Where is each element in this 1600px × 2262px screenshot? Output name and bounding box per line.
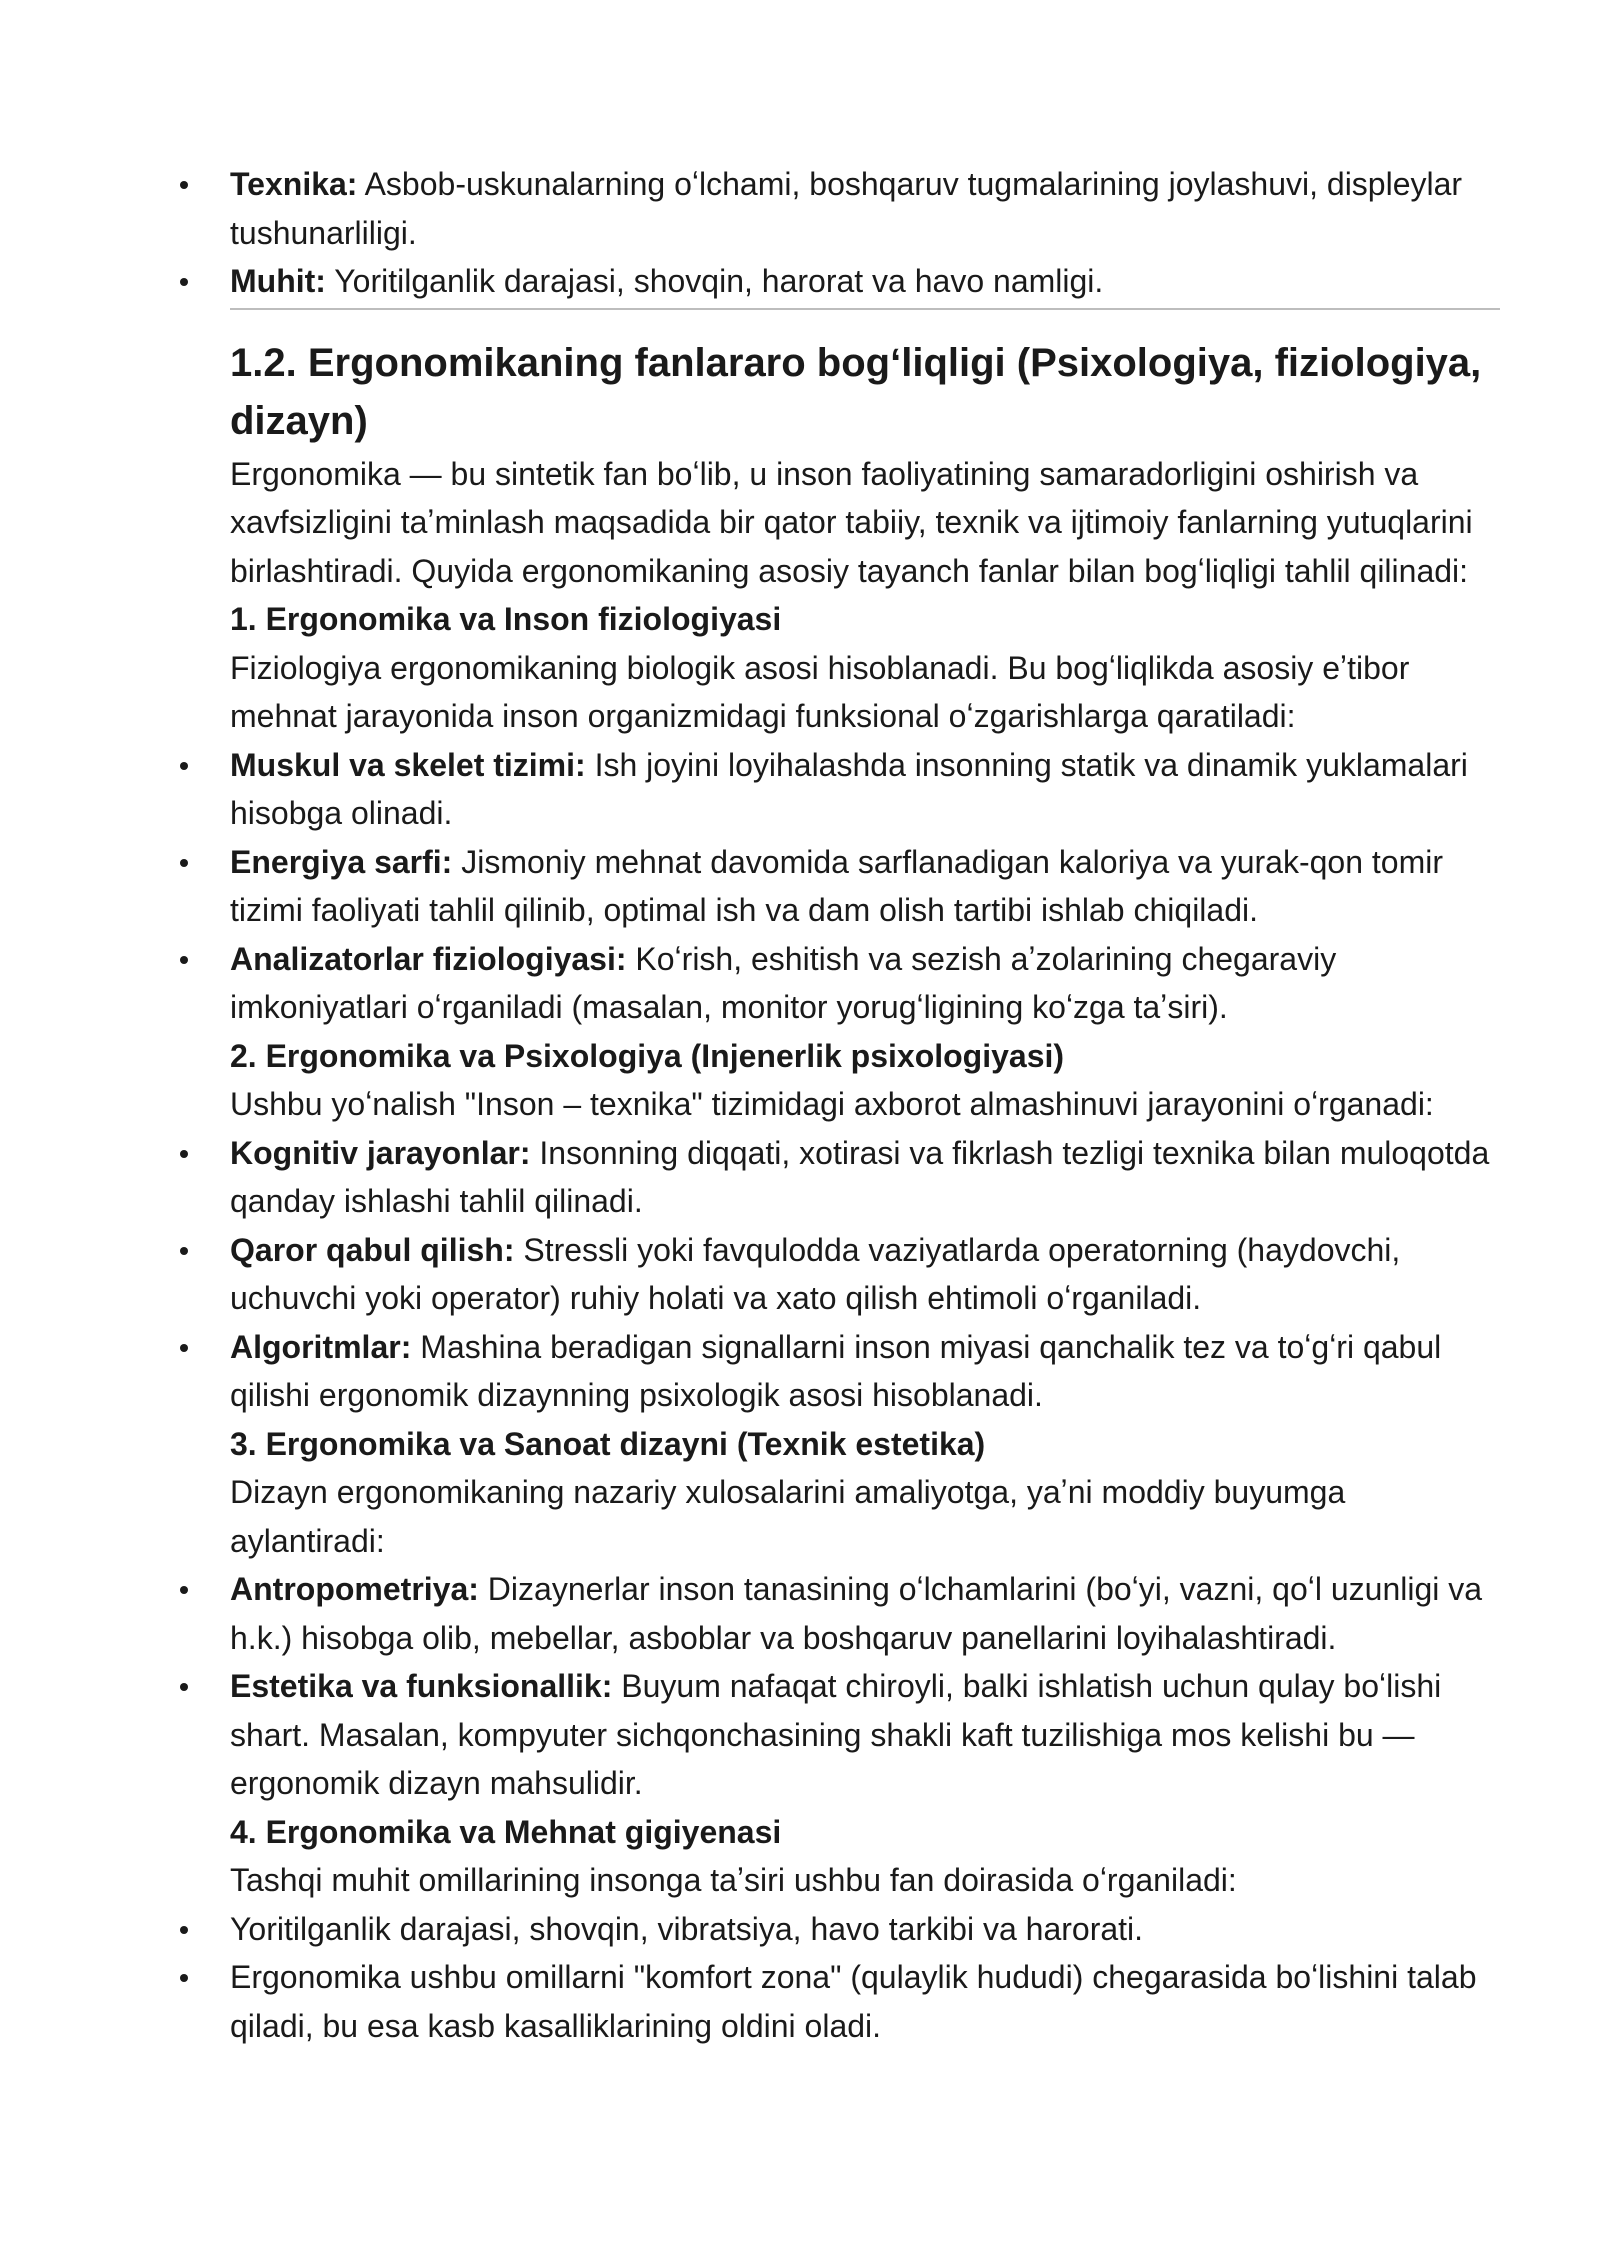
bullet-label: Analizatorlar fiziologiyasi: bbox=[230, 940, 627, 977]
subsection-intro: Tashqi muhit omillarining insonga taʼsiri ushbu fan doirasida oʻrganiladi: bbox=[230, 1862, 1237, 1898]
section-heading: 1.2. Ergonomikaning fanlararo bogʻliqligi (Psixologiya, fiziologiya, dizayn) bbox=[230, 340, 1482, 443]
bullet-label: Estetika va funksionallik: bbox=[230, 1668, 613, 1704]
bullet-item bbox=[230, 1226, 1500, 1323]
bullet-item bbox=[230, 257, 1500, 306]
bullet-label: Qaror qabul qilish: bbox=[230, 1231, 515, 1268]
subsection-intro: Ushbu yoʻnalish "Inson – texnika" tizimidagi axborot almashinuvi jarayonini oʻrganadi: bbox=[230, 1086, 1434, 1122]
bullet-item bbox=[230, 1565, 1500, 1662]
subsection-intro: Fiziologiya ergonomikaning biologik asosi hisoblanadi. Bu bogʻliqlikda asosiy eʼtibor mehnat jarayonida inson organizmidagi funksional oʻzgarishlarga qaratiladi: bbox=[230, 649, 1410, 734]
bullet-label: Texnika: bbox=[230, 166, 358, 202]
bullet-label: Muskul va skelet tizimi: bbox=[230, 746, 586, 783]
horizontal-divider bbox=[230, 308, 1500, 310]
bullet-item bbox=[230, 1662, 1500, 1808]
subsection-title: 1. Ergonomika va Inson fiziologiyasi bbox=[230, 601, 782, 637]
bullet-item bbox=[230, 1129, 1500, 1226]
subsection-title: 4. Ergonomika va Mehnat gigiyenasi bbox=[230, 1813, 782, 1850]
bullet-text: Asbob-uskunalarning oʻlchami, boshqaruv tugmalarining joylashuvi, displeylar tushunarliligi. bbox=[230, 166, 1463, 251]
section-intro: Ergonomika — bu sintetik fan boʻlib, u inson faoliyatining samaradorligini oshirish va xavfsizligini taʼminlash maqsadida bir qator tabiiy, texnik va ijtimoiy fanlarning yutuqlarini birlashtiradi. Quyida ergonomikaning asosiy tayanch fanlar bilan bogʻliqligi tahlil qilinadi: bbox=[230, 455, 1473, 589]
bullet-item bbox=[230, 838, 1500, 935]
bullet-label: Kognitiv jarayonlar: bbox=[230, 1134, 531, 1171]
bullet-text: Koʻrish, eshitish va sezish aʼzolarining chegaraviy imkoniyatlari oʻrganiladi (masalan, monitor yorugʻligining koʻzga taʼsiri). bbox=[230, 940, 1337, 1025]
bullet-item bbox=[230, 1953, 1500, 2050]
bullet-label: Muhit: bbox=[230, 263, 326, 299]
bullet-item bbox=[230, 741, 1500, 838]
subsection-intro: Dizayn ergonomikaning nazariy xulosalarini amaliyotga, yaʼni moddiy buyumga aylantiradi: bbox=[230, 1474, 1346, 1559]
bullet-label: Energiya sarfi: bbox=[230, 843, 453, 880]
bullet-text: Buyum nafaqat chiroyli, balki ishlatish uchun qulay boʻlishi shart. Masalan, kompyuter sichqonchasining shakli kaft tuzilishiga mos kelishi bu — ergonomik dizayn mahsulidir. bbox=[230, 1668, 1442, 1801]
bullet-text: Insonning diqqati, xotirasi va fikrlash tezligi texnika bilan muloqotda qanday ishlashi tahlil qilinadi. bbox=[230, 1134, 1490, 1219]
bullet-text: Stressli yoki favqulodda vaziyatlarda operatorning (haydovchi, uchuvchi yoki operator) ruhiy holati va xato qilish ehtimoli oʻrganiladi. bbox=[230, 1231, 1401, 1316]
bullet-text: Ish joyini loyihalashda insonning statik va dinamik yuklamalari hisobga olinadi. bbox=[230, 746, 1468, 831]
bullet-text: Dizaynerlar inson tanasining oʻlchamlarini (boʻyi, vazni, qoʻl uzunligi va h.k.) hisobga olib, mebellar, asboblar va boshqaruv panellarini loyihalashtiradi. bbox=[230, 1571, 1483, 1656]
bullet-label: Antropometriya: bbox=[230, 1571, 479, 1607]
bullet-text: Ergonomika ushbu omillarni "komfort zona" (qulaylik hududi) chegarasida boʻlishini talab qiladi, bu esa kasb kasalliklarining oldini oladi. bbox=[230, 1959, 1477, 2044]
bullet-item bbox=[230, 1323, 1500, 1420]
bullet-item bbox=[230, 935, 1500, 1032]
bullet-text: Yoritilganlik darajasi, shovqin, harorat va havo namligi. bbox=[325, 263, 1104, 299]
subsection-title: 3. Ergonomika va Sanoat dizayni (Texnik estetika) bbox=[230, 1425, 986, 1462]
bullet-label: Algoritmlar: bbox=[230, 1328, 412, 1365]
bullet-item bbox=[230, 160, 1500, 257]
bullet-text: Mashina beradigan signallarni inson miyasi qanchalik tez va toʻgʻri qabul qilishi ergonomik dizaynning psixologik asosi hisoblanadi. bbox=[230, 1328, 1442, 1413]
bullet-item bbox=[230, 1905, 1500, 1954]
bullet-text: Yoritilganlik darajasi, shovqin, vibratsiya, havo tarkibi va harorati. bbox=[230, 1910, 1144, 1947]
bullet-text: Jismoniy mehnat davomida sarflanadigan kaloriya va yurak-qon tomir tizimi faoliyati tahlil qilinib, optimal ish va dam olish tartibi ishlab chiqiladi. bbox=[230, 843, 1443, 928]
document-content bbox=[230, 160, 1500, 2050]
subsection-title: 2. Ergonomika va Psixologiya (Injenerlik psixologiyasi) bbox=[230, 1037, 1065, 1074]
